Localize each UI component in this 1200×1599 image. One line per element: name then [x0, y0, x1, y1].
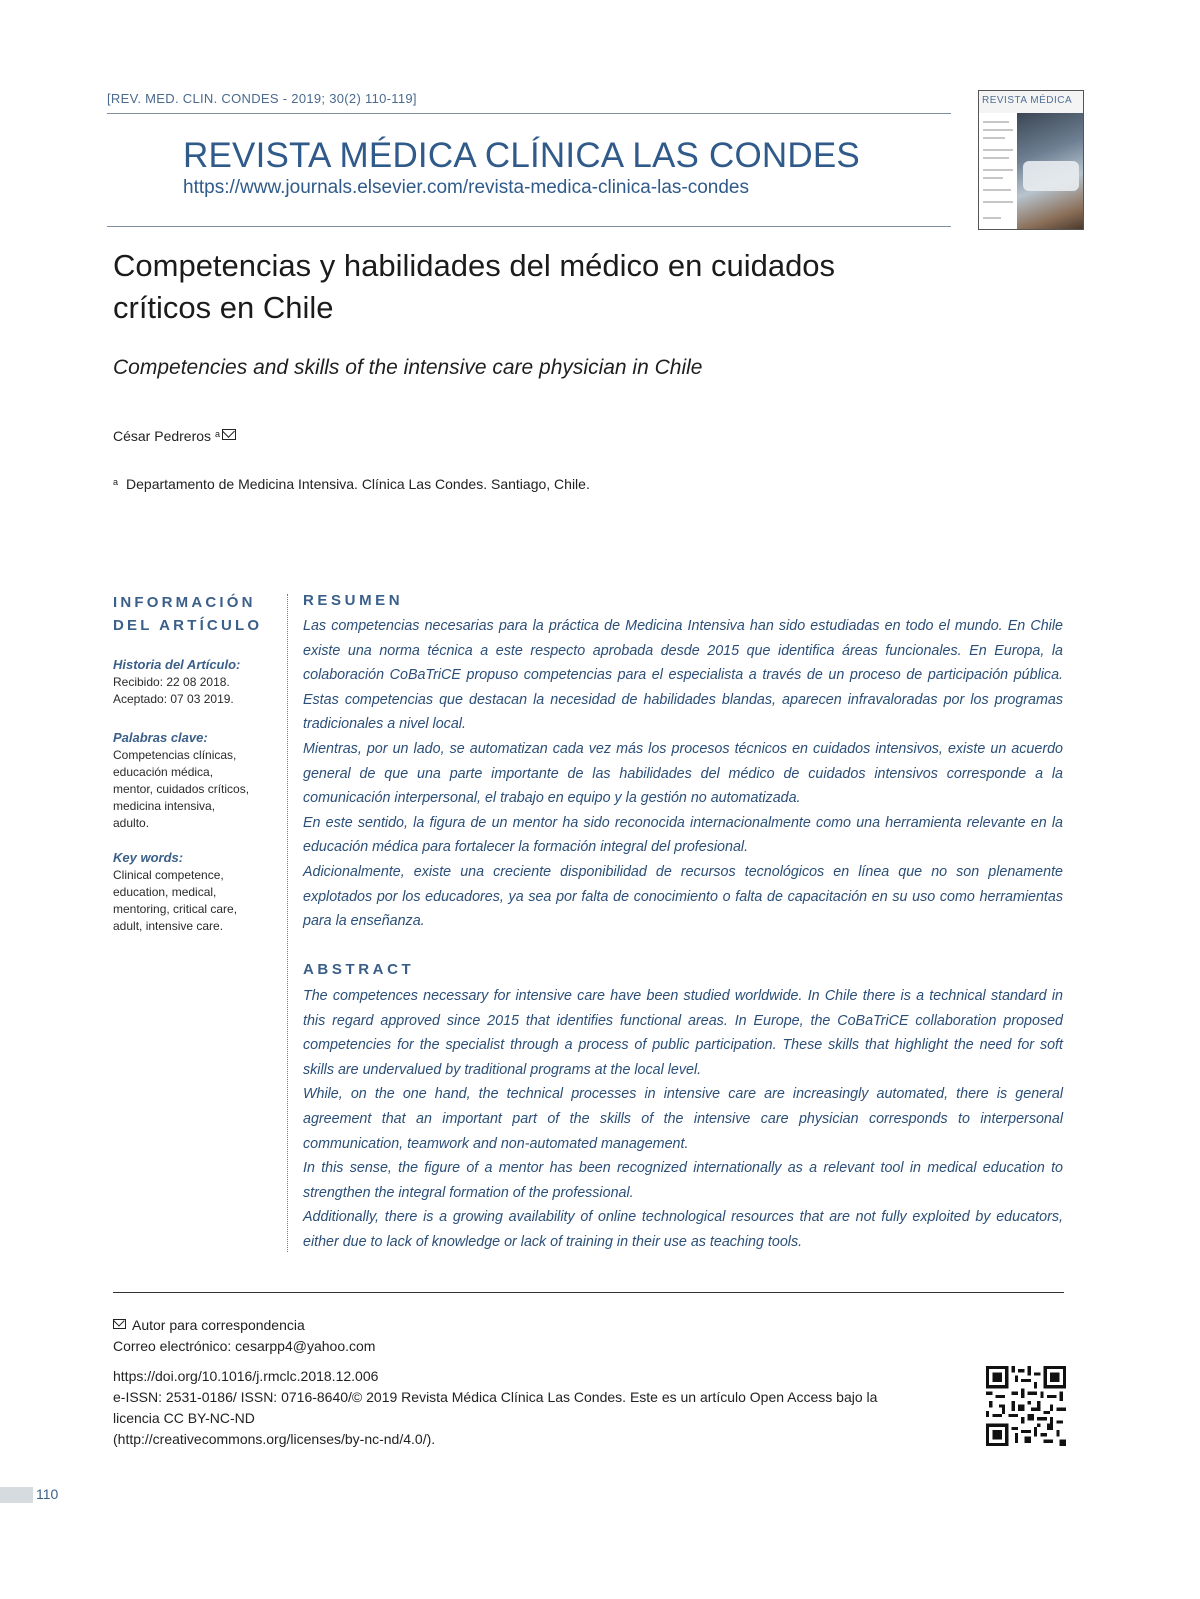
column-divider [287, 594, 288, 1252]
cover-contents-panel [979, 113, 1017, 229]
resumen-paragraph: En este sentido, la figura de un mentor ha sido reconocida internacionalmente como una herramienta relevante en la educación médica para fortalecer la formación integral del profesional. [303, 814, 1063, 856]
cover-photo-detail [1023, 161, 1079, 191]
keyword-es: educación médica, [113, 765, 214, 779]
correspondence-label-row [113, 1315, 375, 1336]
header-rule-bottom [107, 226, 951, 227]
journal-url-link[interactable]: https://www.journals.elsevier.com/revista-medica-clinica-las-condes [183, 177, 749, 198]
license-line-2: licencia CC BY-NC-ND [113, 1410, 255, 1426]
article-info-heading-line-1: INFORMACIÓN [113, 594, 256, 611]
resumen-paragraph: Adicionalmente, existe una creciente disponibilidad de recursos tecnológicos en línea que no son plenamente explotados por los educadores, ya sea por falta de conocimiento o falta de capacitación en su uso como herramientas para la enseñanza. [303, 863, 1063, 930]
abstract-paragraph: The competences necessary for intensive care have been studied worldwide. In Chile there is a technical standard in this regard approved since 2015 that identifies functional areas. In Europe, the CoBaTriCE collaboration proposed competencies for the specialist through a process of public participation. These skills that highlight the need for soft skills are undervalued by traditional programs at the local level. [303, 988, 1063, 1078]
keywords-english [113, 849, 283, 935]
article-history [113, 656, 283, 708]
article-info-heading [113, 591, 283, 637]
abstract-paragraph: Additionally, there is a growing availability of online technological resources that are not fully exploited by educators, either due to lack of knowledge or lack of training in their use as teaching tools. [303, 1209, 1063, 1250]
journal-reference: [REV. MED. CLIN. CONDES - 2019; 30(2) 110-119] [107, 91, 417, 106]
author-affiliation-marker: a [214, 429, 220, 439]
license-url-link[interactable]: (http://creativecommons.org/licenses/by-nc-nd/4.0/). [113, 1431, 436, 1447]
keyword-es: medicina intensiva, [113, 799, 216, 813]
correspondence-note [113, 1315, 375, 1357]
abstract-heading: ABSTRACT [303, 961, 415, 978]
resumen-paragraph: Mientras, por un lado, se automatizan cada vez más los procesos técnicos en cuidados intensivos, existe un acuerdo general de que una parte importante de las habilidades del médico de cuidados intensivos corresponde a la comunicación interpersonal, el trabajo en equipo y la gestión no automatizada. [303, 740, 1063, 807]
author-line [113, 428, 236, 444]
envelope-icon [113, 1319, 126, 1329]
header-rule-top [107, 113, 951, 114]
doi-link[interactable]: https://doi.org/10.1016/j.rmclc.2018.12.006 [113, 1368, 379, 1384]
resumen-heading: RESUMEN [303, 592, 404, 609]
history-label: Historia del Artículo: [113, 657, 241, 672]
page-number: 110 [36, 1486, 59, 1502]
article-title-line-2: críticos en Chile [113, 290, 334, 325]
accepted-date: Aceptado: 07 03 2019. [113, 692, 234, 706]
resumen-body [303, 614, 1063, 934]
received-date: Recibido: 22 08 2018. [113, 675, 230, 689]
article-title [113, 245, 1013, 329]
author-name[interactable]: César Pedreros [113, 428, 212, 444]
abstract-body [303, 984, 1063, 1255]
qr-code-icon [986, 1366, 1066, 1446]
correspondence-label: Autor para correspondencia [132, 1317, 305, 1333]
resumen-paragraph: Las competencias necesarias para la práctica de Medicina Intensiva han sido estudiadas en todo el mundo. En Chile existe una norma técnica a este respecto aprobada desde 2015 que identifica áreas funcionales. En Europa, la colaboración CoBaTriCE propuso competencias para el especialista a través de un proceso de participación pública. Estas competencias que destacan la necesidad de habilidades blandas, aparecen infravaloradas por los programas tradicionales a nivel local. [303, 618, 1063, 733]
footer-rule [113, 1292, 1064, 1293]
license-line-1: e-ISSN: 2531-0186/ ISSN: 0716-8640/© 2019 Revista Médica Clínica Las Condes. Este es un artículo Open Access bajo la [113, 1389, 878, 1405]
keyword-es: Competencias clínicas, [113, 748, 237, 762]
doi-license-block [113, 1366, 963, 1450]
keyword-es: mentor, cuidados críticos, [113, 782, 250, 796]
affiliation-marker: a [113, 477, 119, 487]
affiliation-text: Departamento de Medicina Intensiva. Clínica Las Condes. Santiago, Chile. [126, 476, 590, 492]
keyword-es: adulto. [113, 816, 150, 830]
keyword-en: mentoring, critical care, [113, 902, 238, 916]
envelope-icon[interactable] [222, 429, 236, 440]
keywords-es-label: Palabras clave: [113, 730, 208, 745]
article-subtitle: Competencies and skills of the intensive care physician in Chile [113, 356, 703, 379]
page-tab [0, 1487, 33, 1503]
keyword-en: Clinical competence, [113, 868, 224, 882]
journal-cover-image [978, 90, 1084, 230]
abstract-paragraph: In this sense, the figure of a mentor has been recognized internationally as a relevant tool in medical education to strengthen the integral formation of the professional. [303, 1160, 1063, 1201]
keywords-spanish [113, 729, 283, 832]
keywords-en-label: Key words: [113, 850, 184, 865]
affiliation-line [113, 476, 590, 492]
article-title-line-1: Competencias y habilidades del médico en cuidados [113, 248, 836, 283]
correspondence-email[interactable]: Correo electrónico: cesarpp4@yahoo.com [113, 1338, 376, 1354]
cover-title: REVISTA MÉDICA [982, 95, 1073, 106]
article-info-heading-line-2: DEL ARTÍCULO [113, 617, 263, 634]
keyword-en: education, medical, [113, 885, 217, 899]
journal-name: REVISTA MÉDICA CLÍNICA LAS CONDES [183, 136, 860, 175]
abstract-paragraph: While, on the one hand, the technical processes in intensive care are increasingly automated, there is general agreement that an important part of the skills of the intensive care physician corresponds to interpersonal communication, teamwork and non-automated management. [303, 1086, 1063, 1152]
keyword-en: adult, intensive care. [113, 919, 224, 933]
